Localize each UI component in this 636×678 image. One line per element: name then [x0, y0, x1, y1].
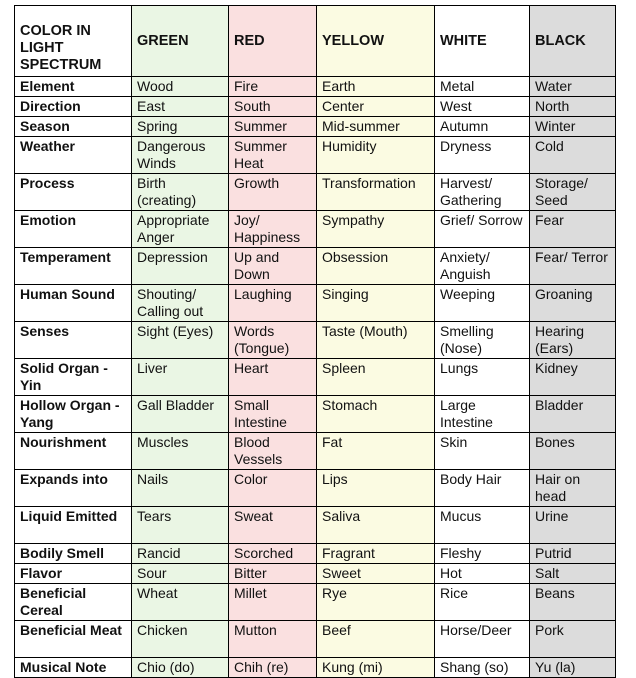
table-cell: Rye — [317, 584, 435, 621]
table-cell: Center — [317, 97, 435, 117]
table-cell: Body Hair — [435, 470, 530, 507]
table-row — [15, 117, 616, 137]
table-row — [15, 137, 616, 174]
table-cell: Hair on head — [530, 470, 616, 507]
table-cell: Appropriate Anger — [132, 211, 229, 248]
table-cell: Rancid — [132, 544, 229, 564]
table-cell: Large Intestine — [435, 396, 530, 433]
table-cell: Summer Heat — [229, 137, 317, 174]
row-header: Human Sound — [15, 285, 132, 322]
row-header: Expands into — [15, 470, 132, 507]
table-row — [15, 621, 616, 658]
table-row — [15, 322, 616, 359]
table-cell: Fire — [229, 77, 317, 97]
table-cell: Harvest/ Gathering — [435, 174, 530, 211]
table-row — [15, 584, 616, 621]
row-header: Musical Note — [15, 658, 132, 678]
table-cell: Growth — [229, 174, 317, 211]
table-cell: Up and Down — [229, 248, 317, 285]
table-cell: Putrid — [530, 544, 616, 564]
table-cell: Salt — [530, 564, 616, 584]
table-cell: Groaning — [530, 285, 616, 322]
table-cell: Kidney — [530, 359, 616, 396]
table-cell: Yu (la) — [530, 658, 616, 678]
row-header: Element — [15, 77, 132, 97]
table-cell: Storage/ Seed — [530, 174, 616, 211]
row-header: Process — [15, 174, 132, 211]
five-elements-table — [14, 5, 616, 678]
table-cell: Sight (Eyes) — [132, 322, 229, 359]
table-cell: Saliva — [317, 507, 435, 544]
row-header: Beneficial Meat — [15, 621, 132, 658]
table-row — [15, 507, 616, 544]
table-cell: Gall Bladder — [132, 396, 229, 433]
table-cell: Bones — [530, 433, 616, 470]
column-header-white: WHITE — [435, 6, 530, 77]
table-cell: Sweet — [317, 564, 435, 584]
table-cell: Wood — [132, 77, 229, 97]
row-header: Weather — [15, 137, 132, 174]
table-cell: Smelling (Nose) — [435, 322, 530, 359]
table-cell: Singing — [317, 285, 435, 322]
table-row — [15, 174, 616, 211]
table-cell: Dangerous Winds — [132, 137, 229, 174]
row-header: Temperament — [15, 248, 132, 285]
table-cell: Spleen — [317, 359, 435, 396]
table-cell: Small Intestine — [229, 396, 317, 433]
table-cell: Water — [530, 77, 616, 97]
table-cell: Earth — [317, 77, 435, 97]
table-cell: Mutton — [229, 621, 317, 658]
corner-header: COLOR IN LIGHT SPECTRUM — [15, 6, 132, 77]
table-cell: Stomach — [317, 396, 435, 433]
table-cell: Shang (so) — [435, 658, 530, 678]
table-cell: Beans — [530, 584, 616, 621]
table-cell: Scorched — [229, 544, 317, 564]
table-cell: Hearing (Ears) — [530, 322, 616, 359]
table-row — [15, 248, 616, 285]
table-row — [15, 359, 616, 396]
table-cell: Dryness — [435, 137, 530, 174]
table-cell: Urine — [530, 507, 616, 544]
table-cell: Autumn — [435, 117, 530, 137]
table-row — [15, 470, 616, 507]
table-cell: Metal — [435, 77, 530, 97]
table-cell: Spring — [132, 117, 229, 137]
table-cell: Birth (creating) — [132, 174, 229, 211]
table-cell: Wheat — [132, 584, 229, 621]
column-header-black: BLACK — [530, 6, 616, 77]
table-cell: Hot — [435, 564, 530, 584]
table-cell: Grief/ Sorrow — [435, 211, 530, 248]
column-header-green: GREEN — [132, 6, 229, 77]
table-cell: Nails — [132, 470, 229, 507]
table-cell: West — [435, 97, 530, 117]
table-cell: Sympathy — [317, 211, 435, 248]
row-header: Emotion — [15, 211, 132, 248]
table-cell: Fear/ Terror — [530, 248, 616, 285]
table-cell: Laughing — [229, 285, 317, 322]
table-row — [15, 433, 616, 470]
row-header: Hollow Organ - Yang — [15, 396, 132, 433]
table-cell: Mid-summer — [317, 117, 435, 137]
table-body — [15, 77, 616, 678]
header-row — [15, 6, 616, 77]
table-cell: Lips — [317, 470, 435, 507]
table-cell: Blood Vessels — [229, 433, 317, 470]
table-cell: Tears — [132, 507, 229, 544]
table-cell: Color — [229, 470, 317, 507]
table-cell: Kung (mi) — [317, 658, 435, 678]
table-cell: Chicken — [132, 621, 229, 658]
table-row — [15, 285, 616, 322]
column-header-red: RED — [229, 6, 317, 77]
row-header: Solid Organ - Yin — [15, 359, 132, 396]
table-cell: Muscles — [132, 433, 229, 470]
table-cell: Pork — [530, 621, 616, 658]
table-cell: Lungs — [435, 359, 530, 396]
table-row — [15, 544, 616, 564]
table-cell: Millet — [229, 584, 317, 621]
table-cell: Bitter — [229, 564, 317, 584]
table-cell: Horse/Deer — [435, 621, 530, 658]
table-cell: Beef — [317, 621, 435, 658]
table-row — [15, 564, 616, 584]
table-cell: Shouting/ Calling out — [132, 285, 229, 322]
table-cell: Words (Tongue) — [229, 322, 317, 359]
row-header: Direction — [15, 97, 132, 117]
row-header: Season — [15, 117, 132, 137]
table-cell: Bladder — [530, 396, 616, 433]
table-cell: Rice — [435, 584, 530, 621]
row-header: Beneficial Cereal — [15, 584, 132, 621]
table-row — [15, 396, 616, 433]
table-cell: Sour — [132, 564, 229, 584]
table-cell: Skin — [435, 433, 530, 470]
table-cell: East — [132, 97, 229, 117]
table-row — [15, 77, 616, 97]
table-row — [15, 658, 616, 678]
row-header: Liquid Emitted — [15, 507, 132, 544]
table-cell: Fragrant — [317, 544, 435, 564]
table-cell: North — [530, 97, 616, 117]
table-cell: Joy/ Happiness — [229, 211, 317, 248]
table-cell: Obsession — [317, 248, 435, 285]
table-cell: Depression — [132, 248, 229, 285]
table-cell: Winter — [530, 117, 616, 137]
table-cell: Transformation — [317, 174, 435, 211]
table-cell: Fleshy — [435, 544, 530, 564]
table-cell: Anxiety/ Anguish — [435, 248, 530, 285]
table-cell: Sweat — [229, 507, 317, 544]
table-cell: Chio (do) — [132, 658, 229, 678]
table-row — [15, 211, 616, 248]
table-cell: Chih (re) — [229, 658, 317, 678]
table-cell: Taste (Mouth) — [317, 322, 435, 359]
table-cell: Cold — [530, 137, 616, 174]
table-cell: South — [229, 97, 317, 117]
table-cell: Humidity — [317, 137, 435, 174]
column-header-yellow: YELLOW — [317, 6, 435, 77]
table-cell: Summer — [229, 117, 317, 137]
table-cell: Fear — [530, 211, 616, 248]
table-cell: Weeping — [435, 285, 530, 322]
table-row — [15, 97, 616, 117]
table-cell: Heart — [229, 359, 317, 396]
row-header: Bodily Smell — [15, 544, 132, 564]
table-cell: Fat — [317, 433, 435, 470]
row-header: Senses — [15, 322, 132, 359]
row-header: Flavor — [15, 564, 132, 584]
table-cell: Liver — [132, 359, 229, 396]
row-header: Nourishment — [15, 433, 132, 470]
table-cell: Mucus — [435, 507, 530, 544]
